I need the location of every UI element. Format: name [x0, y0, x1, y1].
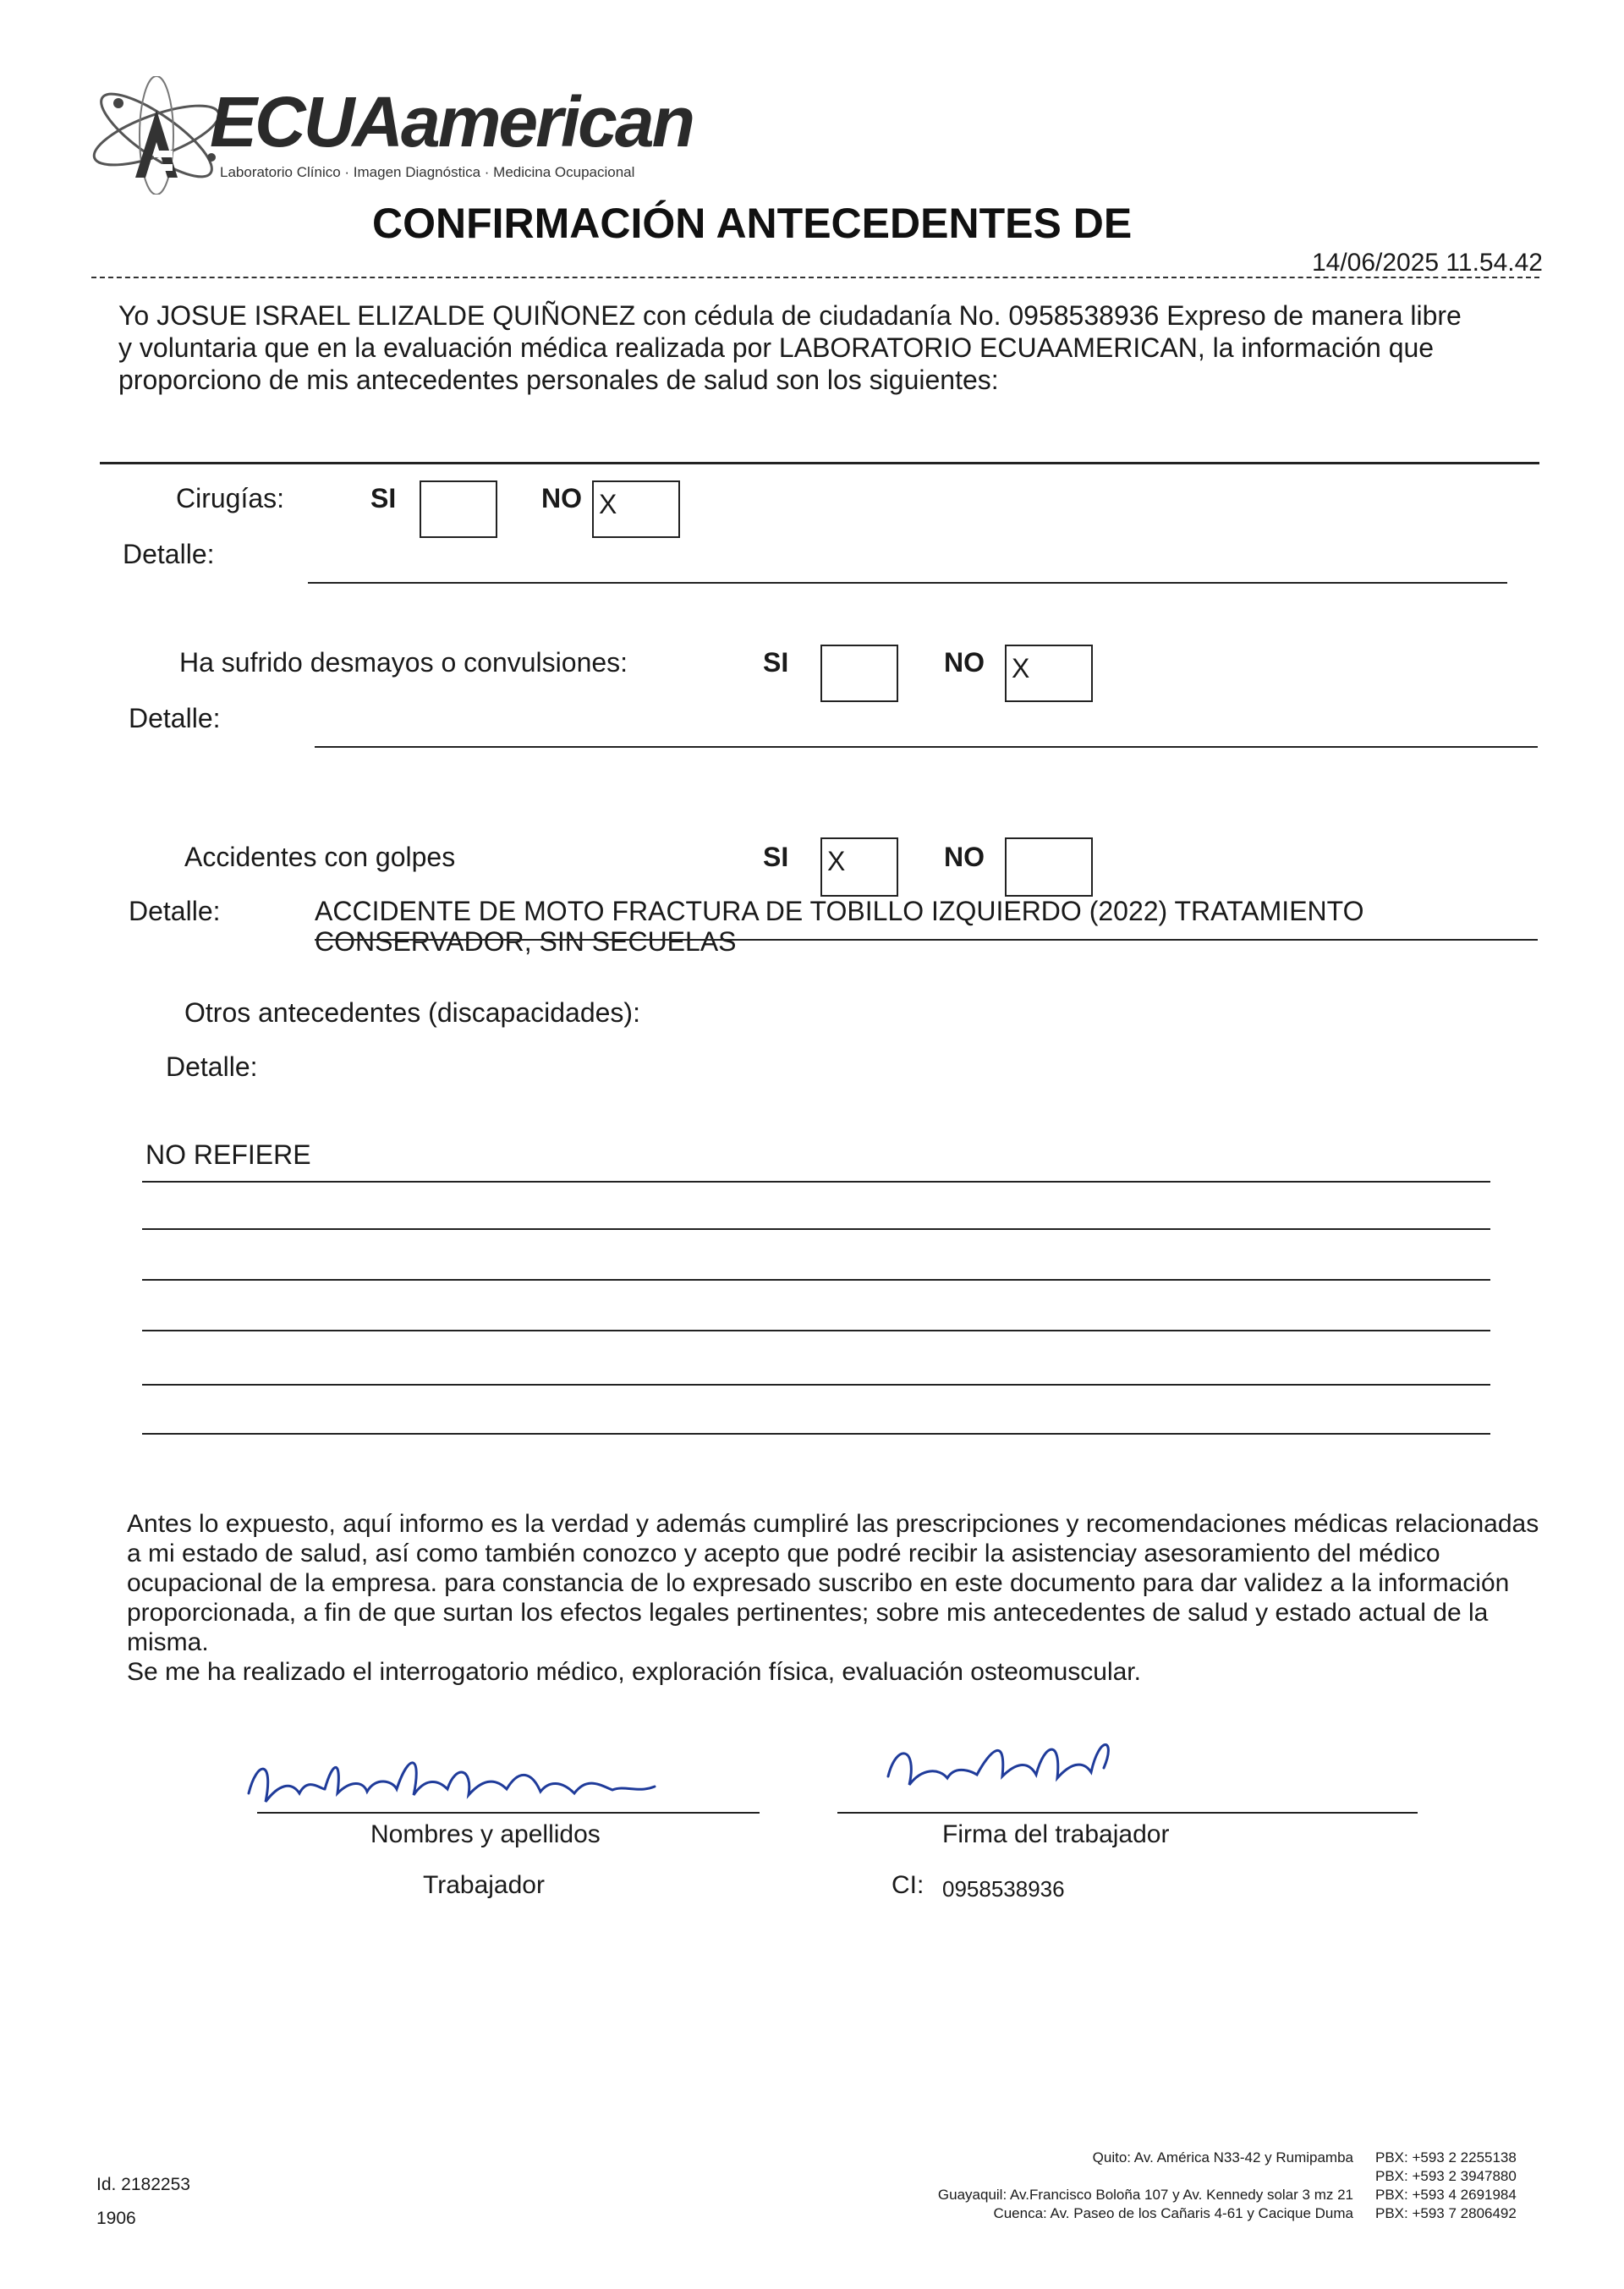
cirugias-si-label: SI [370, 483, 397, 513]
accidentes-detalle-label: Detalle: [129, 896, 221, 926]
logo [85, 76, 694, 195]
accidentes-no-label: NO [944, 842, 985, 872]
accidentes-si-checkbox[interactable] [820, 837, 898, 897]
desmayos-no-checkbox[interactable] [1005, 645, 1093, 702]
name-role: Trabajador [423, 1871, 545, 1899]
accidentes-si-mark: X [827, 846, 846, 876]
otros-line-4 [142, 1330, 1490, 1331]
cirugias-no-checkbox[interactable] [592, 480, 680, 538]
footer-phone-3: PBX: +593 4 2691984 [1375, 2187, 1517, 2203]
sign-caption: Firma del trabajador [942, 1820, 1170, 1848]
handwritten-name-signature [240, 1743, 663, 1819]
cirugias-si-checkbox[interactable] [420, 480, 497, 538]
footer-phone-1: PBX: +593 2 2255138 [1375, 2149, 1517, 2165]
accidentes-detail-line-1: ACCIDENTE DE MOTO FRACTURA DE TOBILLO IZQUIERDO (2022) TRATAMIENTO [315, 896, 1364, 926]
declaration-line-3: ocupacional de la empresa. para constancia de lo expresado suscribo en este documento para dar validez a la información [127, 1569, 1510, 1597]
declaration-line-4: proporcionada, a fin de que surtan los efectos legales pertinentes; sobre mis antecedentes de salud y estado actual de la [127, 1599, 1489, 1627]
otros-line-1 [142, 1181, 1490, 1183]
desmayos-si-label: SI [763, 647, 789, 678]
question-accidentes-label: Accidentes con golpes [184, 842, 456, 872]
logo-tagline: Laboratorio Clínico · Imagen Diagnóstica · Medicina Ocupacional [220, 164, 635, 180]
otros-detail-value: NO REFIERE [145, 1139, 311, 1170]
name-caption: Nombres y apellidos [370, 1820, 601, 1848]
cirugias-detail-line [308, 582, 1507, 584]
desmayos-detail-line [315, 746, 1538, 748]
cirugias-no-mark: X [599, 489, 617, 519]
footer-address-cuenca: Cuenca: Av. Paseo de los Cañaris 4-61 y Cacique Duma [993, 2205, 1353, 2221]
accidentes-detail-line [315, 939, 1538, 941]
intro-line-1: Yo JOSUE ISRAEL ELIZALDE QUIÑONEZ con cédula de ciudadanía No. 0958538936 Expreso de manera libre [118, 300, 1462, 331]
footer-address-guayaquil: Guayaquil: Av.Francisco Boloña 107 y Av. Kennedy solar 3 mz 21 [937, 2187, 1353, 2203]
cirugias-detalle-label: Detalle: [123, 539, 215, 569]
footer-address-quito: Quito: Av. América N33-42 y Rumipamba [1092, 2149, 1353, 2165]
footer-id: Id. 2182253 [96, 2175, 190, 2194]
otros-detalle-label: Detalle: [166, 1051, 258, 1082]
accidentes-no-checkbox[interactable] [1005, 837, 1093, 897]
handwritten-worker-signature [871, 1726, 1125, 1810]
section-divider [100, 462, 1539, 464]
declaration-line-6: Se me ha realizado el interrogatorio médico, exploración física, evaluación osteomuscular. [127, 1658, 1141, 1686]
ci-value: 0958538936 [942, 1876, 1065, 1902]
name-signature-line [257, 1812, 760, 1814]
logo-mark [85, 76, 228, 195]
desmayos-si-checkbox[interactable] [820, 645, 898, 702]
otros-line-2 [142, 1228, 1490, 1230]
question-cirugias-label: Cirugías: [176, 483, 285, 513]
timestamp: 14/06/2025 11.54.42 [1311, 249, 1543, 277]
logo-wordmark: ECUAamerican [210, 82, 693, 162]
intro-line-3: proporciono de mis antecedentes personales de salud son los siguientes: [118, 365, 999, 395]
desmayos-detalle-label: Detalle: [129, 703, 221, 733]
otros-line-3 [142, 1279, 1490, 1281]
worker-signature-line [837, 1812, 1418, 1814]
question-desmayos-label: Ha sufrido desmayos o convulsiones: [179, 647, 628, 678]
otros-line-6 [142, 1433, 1490, 1435]
ci-label: CI: [892, 1871, 924, 1899]
header-divider [91, 277, 1539, 278]
desmayos-no-label: NO [944, 647, 985, 678]
intro-line-2: y voluntaria que en la evaluación médica realizada por LABORATORIO ECUAAMERICAN, la información que [118, 332, 1435, 363]
accidentes-detail-line-2: CONSERVADOR, SIN SECUELAS [315, 926, 737, 957]
footer-code: 1906 [96, 2209, 136, 2228]
declaration-line-5: misma. [127, 1628, 209, 1656]
footer-phone-2: PBX: +593 2 3947880 [1375, 2168, 1517, 2184]
otros-line-5 [142, 1384, 1490, 1386]
page-title: CONFIRMACIÓN ANTECEDENTES DE [372, 200, 1133, 247]
declaration-line-2: a mi estado de salud, así como también conozco y acepto que podré recibir la asistenciay asesoramiento del médico [127, 1540, 1440, 1567]
cirugias-no-label: NO [541, 483, 582, 513]
otros-antecedentes-label: Otros antecedentes (discapacidades): [184, 997, 640, 1028]
desmayos-no-mark: X [1012, 653, 1030, 683]
footer-phone-4: PBX: +593 7 2806492 [1375, 2205, 1517, 2221]
declaration-line-1: Antes lo expuesto, aquí informo es la verdad y además cumpliré las prescripciones y recomendaciones médicas relacionadas [127, 1510, 1539, 1538]
accidentes-si-label: SI [763, 842, 789, 872]
